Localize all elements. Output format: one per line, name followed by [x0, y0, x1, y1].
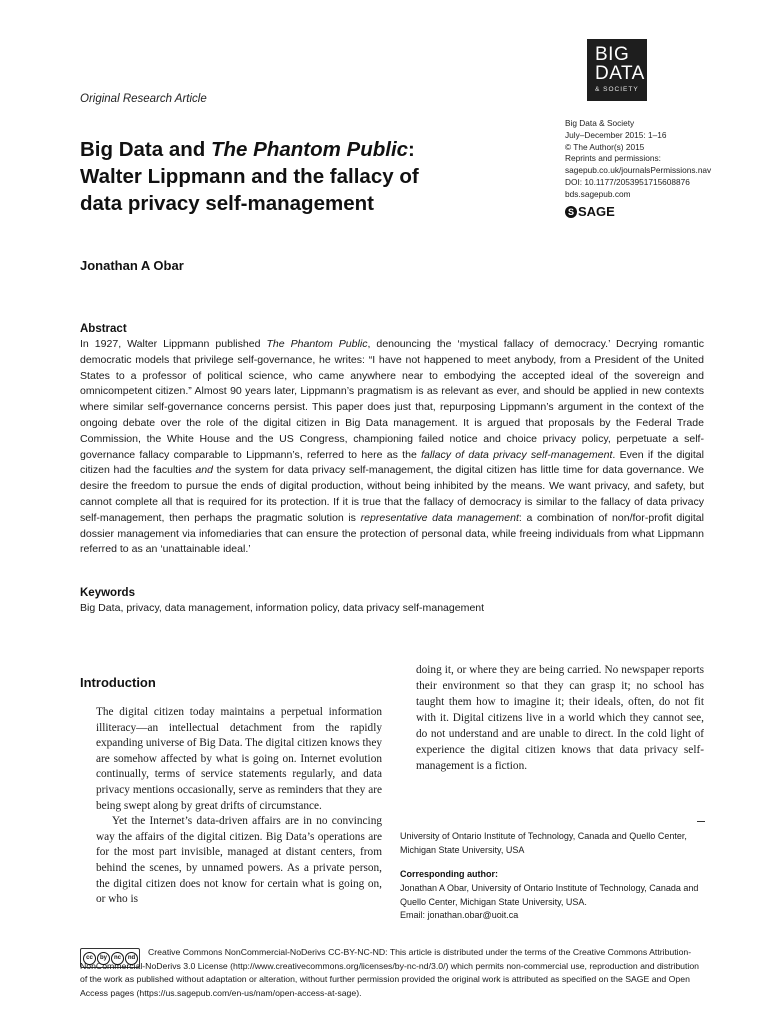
abstract-italic: and — [195, 464, 213, 477]
title-part-2: The Phantom Public — [211, 138, 409, 161]
abstract-text: In 1927, Walter Lippmann published — [80, 338, 267, 350]
abstract-italic: fallacy of data privacy self-management — [421, 448, 613, 461]
intro-paragraph-1: The digital citizen today maintains a perpetual information illiteracy—an intellectual detachment from the rapidly expanding universe of Big Data. The digital citizen knows they are somehow affected by what is going on. Internet evolution continually, terms of service statements regularly, and data privacy mentions occasionally, serve as reminders that they are being swept along by great drifts of circumstance. — [96, 706, 382, 812]
abstract-body — [80, 337, 704, 558]
abstract-italic: representative data management — [360, 511, 519, 524]
logo-line-3: & SOCIETY — [595, 86, 639, 93]
license-notice — [80, 946, 705, 1000]
meta-copyright: © The Author(s) 2015 — [565, 141, 645, 152]
logo-line-1: BIG — [595, 44, 630, 65]
corresponding-author-email[interactable]: Email: jonathan.obar@uoit.ca — [400, 910, 519, 920]
author-name: Jonathan A Obar — [80, 258, 184, 273]
journal-logo — [587, 39, 647, 101]
sage-name: SAGE — [578, 204, 615, 219]
meta-reprints: Reprints and permissions: — [565, 153, 661, 164]
corresponding-author-heading: Corresponding author: — [400, 869, 498, 879]
by-icon: by — [97, 952, 110, 965]
intro-paragraph-continued: doing it, or where they are being carried. No newspaper reports their environment so that they can grasp it; no school has taught them how to imagine it; their ideals, often, do not fit with it. Digital citizens live in a world which they cannot see, do not understand and are unable to direct. In the cold light of experience the digital citizen knows that data privacy self-management is a fiction. — [416, 664, 704, 772]
nc-icon: nc — [111, 952, 124, 965]
corresponding-author-details — [400, 882, 710, 923]
abstract-text: , denouncing the ‘mystical fallacy of democracy.’ Decrying romantic democratic models that privilege self-governance, he writes: “I have not happened to meet anybody, from a President of the United States to a professor of political science, who came anywhere near to embodying the accepted ideal of the sovereign and omnicompetent citizen.” Almost 90 years later, Lippmann’s pragmatism is as relevant as ever, and should be applied in new contexts where similar self-governance concerns persist. This paper does just that, repurposing Lippmann’s argument in the context of the ongoing debate over the role of the digital citizen in Big Data management. It is argued that proposals by the Federal Trade Commission, the White House and the US Congress, championing failed notice and choice privacy policy, perpetuate a self-governance fallacy comparable to Lippmann’s, referred to here as the — [80, 338, 704, 461]
abstract-heading: Abstract — [80, 323, 127, 335]
abstract-text: the system for data privacy self-management, the digital citizen has little time for data governance. We desire the freedom to pursue the ends of digital production, without being inhibited by the means. We want privacy, and safety, but cannot complete all that is required for its protection. If it is true that the fallacy of democracy is similar to the fallacy of data privacy self-management, then perhaps the pragmatic solution is — [80, 464, 704, 524]
intro-paragraph-2: Yet the Internet’s data-driven affairs are in no convincing way the affairs of the digital citizen. Big Data’s operations are for the most part invisible, managed at distant centers, from behind the scenes, by unnamed powers. As a private person, the digital citizen does not know for certain what is going on, or who is — [96, 815, 382, 906]
title-part-3: : Walter Lippmann and the fallacy of data privacy self-management — [80, 138, 419, 215]
article-type: Original Research Article — [80, 93, 207, 105]
meta-doi[interactable]: DOI: 10.1177/2053951715608876 — [565, 176, 690, 187]
title-part-1: Big Data and — [80, 138, 211, 161]
keywords-list: Big Data, privacy, data management, information policy, data privacy self-management — [80, 602, 485, 614]
abstract-italic: The Phantom Public — [266, 338, 368, 350]
article-title — [80, 136, 460, 217]
meta-issue: July–December 2015: 1–16 — [565, 129, 667, 140]
corresponding-author-address: Jonathan A Obar, University of Ontario Institute of Technology, Canada and Quello Center, Michigan State University, USA. — [400, 883, 699, 907]
license-text: Creative Commons NonCommercial-NoDerivs CC-BY-NC-ND: This article is distributed under the terms of the Creative Commons Attribution-NonCommercial-NoDerivs 3.0 License (http://www.creativecommons.org/licenses/by-nc-nd/3.0/) which permits non-commercial use, reproduction and distribution of the work as published without adaptation or alteration, without further permission provided the original work is attributed as specified on the SAGE and Open Access pages (https://us.sagepub.com/en-us/nam/open-access-at-sage). — [80, 947, 699, 998]
author-affiliation: University of Ontario Institute of Technology, Canada and Quello Center, Michigan State University, USA — [400, 831, 687, 855]
meta-permissions-link[interactable]: sagepub.co.uk/journalsPermissions.nav — [565, 165, 712, 176]
abstract-text: : a combination of non/for-profit digital dossier management via infomediaries that can ensure the protection of personal data, while freeing individuals from what Lippmann referred to as an ‘unattainable ideal.’ — [80, 511, 704, 556]
meta-site-link[interactable]: bds.sagepub.com — [565, 188, 631, 199]
nd-icon: nd — [125, 952, 138, 965]
journal-meta — [565, 118, 745, 201]
body-column-left — [96, 705, 382, 908]
keywords-heading: Keywords — [80, 587, 135, 599]
body-column-right — [416, 662, 704, 774]
logo-line-2: DATA — [595, 63, 645, 84]
footnote-divider — [697, 821, 705, 822]
abstract-text: . Even if the digital citizen had the faculties — [80, 448, 704, 477]
introduction-heading: Introduction — [80, 675, 156, 690]
sage-symbol: S — [565, 206, 577, 218]
publisher-logo — [565, 204, 615, 219]
meta-journal: Big Data & Society — [565, 118, 635, 128]
cc-icon: cc — [83, 952, 96, 965]
